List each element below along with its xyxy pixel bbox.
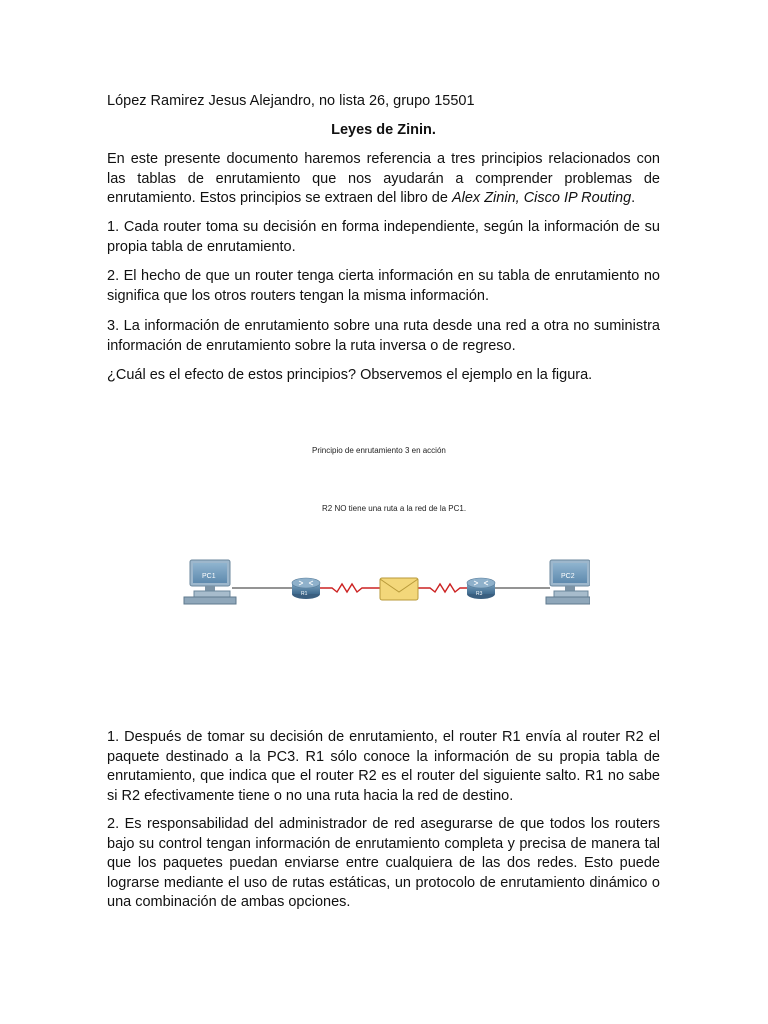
question-line: ¿Cuál es el efecto de estos principios? Observemos el ejemplo en la figura. [107,367,593,383]
explanation-2: 2. Es responsabilidad del administrador de red asegurarse de que todos los routers bajo su control tengan información de enrutamiento completa y precisa de manera tal que los paquetes puedan enviarse entre cualquiera de las dos redes. Esto puede lograrse mediante el uso de rutas estáticas, un protocolo de enrutamiento dinámico o una combinación de ambas opciones. [107,816,660,910]
pc2-icon [546,560,590,604]
serial-link-r1-envelope [320,584,380,592]
intro-end: . [631,190,636,206]
intro-text: En este presente documento haremos referencia a tres principios relacionados con las tablas de enrutamiento que nos ayudarán a comprender problemas de enrutamiento. Estos principios se extraen del libro de [107,151,660,206]
intro-paragraph [107,150,660,209]
serial-link-envelope-r3 [418,584,468,592]
pc2-label: PC2 [561,573,575,580]
author-line: López Ramirez Jesus Alejandro, no lista 26, grupo 15501 [107,93,475,109]
figure-title: Principio de enrutamiento 3 en acción [312,446,446,455]
explanation-1: 1. Después de tomar su decisión de enrutamiento, el router R1 envía al router R2 el paquete destinado a la PC3. R1 sólo conoce la información de su propia tabla de enrutamiento, que indica que el router R2 es el router del siguiente salto. R1 no sabe si R2 efectivamente tiene o no una ruta hacia la red de destino. [107,729,660,804]
r1-label: R1 [301,591,308,597]
principle-3: 3. La información de enrutamiento sobre una ruta desde una red a otra no suministra información de enrutamiento sobre la ruta inversa o de regreso. [107,318,660,354]
document-title: Leyes de Zinin. [331,122,436,138]
envelope-icon [380,578,418,600]
pc1-label: PC1 [202,573,216,580]
book-reference: Alex Zinin, Cisco IP Routing [451,190,632,206]
network-diagram [180,550,590,616]
principle-1: 1. Cada router toma su decisión en forma independiente, según la información de su propia tabla de enrutamiento. [107,219,660,255]
r3-label: R3 [476,591,483,597]
pc1-icon [184,560,236,604]
principle-2: 2. El hecho de que un router tenga cierta información en su tabla de enrutamiento no significa que los otros routers tengan la misma información. [107,268,660,304]
figure-caption: R2 NO tiene una ruta a la red de la PC1. [322,504,467,513]
